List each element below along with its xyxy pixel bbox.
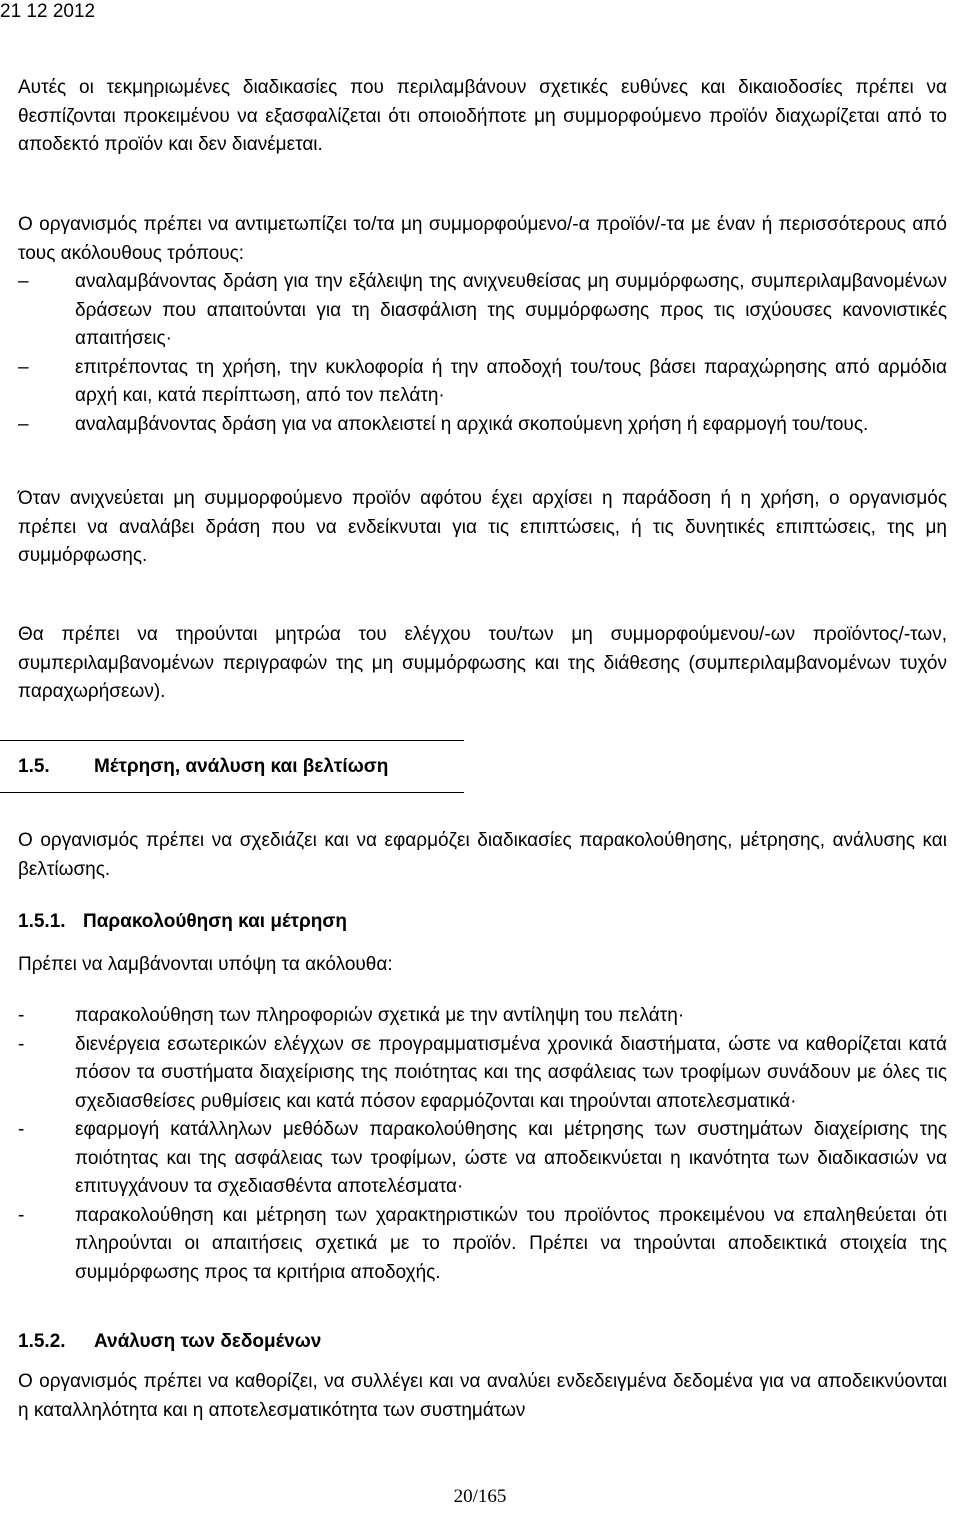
list-item-text: αναλαμβάνοντας δράση για να αποκλειστεί η αρχικά σκοπούμενη χρήση ή εφαρμογή του/τους. xyxy=(75,413,869,435)
list-item xyxy=(18,354,947,411)
hyphen-marker: - xyxy=(18,1005,25,1026)
hyphen-marker: - xyxy=(18,1033,25,1055)
dash-marker: – xyxy=(18,356,29,378)
dash-marker: – xyxy=(18,271,29,292)
list-item xyxy=(18,1202,947,1288)
paragraph-records: Θα πρέπει να τηρούνται μητρώα του ελέγχου του/των μη συμμορφούμενου/-ων προϊόντος/-των, συμπεριλαμβανομένων περιγραφών της μη συμμόρφωσης και της διάθεσης (συμπεριλαμβανομένων τυχόν παραχωρήσεων). xyxy=(18,624,947,702)
paragraph-detected-nonconformity: Όταν ανιχνεύεται μη συμμορφούμενο προϊόν αφότου έχει αρχίσει η παράδοση ή η χρήση, ο οργανισμός πρέπει να αναλάβει δράση που να ενδείκνυται για τις επιπτώσεις, ή τις δυνητικές επιπτώσεις, της μη συμμόρφωσης. xyxy=(18,488,947,566)
paragraph-procedures: Αυτές οι τεκμηριωμένες διαδικασίες που περιλαμβάνουν σχετικές ευθύνες και δικαιοδοσίες πρέπει να θεσπίζονται προκειμένου να εξασφαλίζεται ότι οποιοδήποτε μη συμμορφούμενο προϊόν διαχωρίζεται από το αποδεκτό προϊόν και δεν διανέμεται. xyxy=(18,77,947,155)
list-item xyxy=(18,1116,947,1202)
section-heading-1-5 xyxy=(18,753,388,781)
list-item-text: επιτρέποντας τη χρήση, την κυκλοφορία ή την αποδοχή του/τους βάσει παραχώρησης από αρμόδια αρχή και, κατά περίπτωση, από τον πελάτη· xyxy=(75,356,947,406)
hyphen-list xyxy=(18,1002,947,1287)
section-heading-1-5-1 xyxy=(18,908,347,936)
list-item xyxy=(18,1002,947,1031)
list-item xyxy=(18,268,947,354)
section-title: Ανάλυση των δεδομένων xyxy=(94,1331,322,1352)
list-item xyxy=(18,411,947,440)
dash-marker: – xyxy=(18,413,29,435)
paragraph-data-analysis: Ο οργανισμός πρέπει να καθορίζει, να συλλέγει και να αναλύει ενδεδειγμένα δεδομένα για να αποδεικνύονται η καταλληλότητα και η αποτελεσματικότητα των συστημάτων xyxy=(18,1371,947,1421)
list-item-text: διενέργεια εσωτερικών ελέγχων σε προγραμματισμένα χρονικά διαστήματα, ώστε να καθορίζεται κατά πόσον τα συστήματα διαχείρισης της ποιότητας και της ασφάλειας των τροφίμων συνάδουν με όλες τις σχεδιασθείσες ρυθμίσεις και κατά πόσον εφαρμόζονται και τηρούνται αποτελεσματικά· xyxy=(75,1033,947,1112)
dash-list xyxy=(18,268,947,439)
document-date: 21 12 2012 xyxy=(0,1,96,22)
list-item-text: παρακολούθηση των πληροφοριών σχετικά με την αντίληψη του πελάτη· xyxy=(75,1005,685,1026)
section-title: Μέτρηση, ανάλυση και βελτίωση xyxy=(94,756,389,777)
hyphen-marker: - xyxy=(18,1204,25,1226)
paragraph-handling-ways: Ο οργανισμός πρέπει να αντιμετωπίζει το/τα μη συμμορφούμενο/-α προϊόν/-τα με έναν ή περισσότερους από τους ακόλουθους τρόπους: xyxy=(18,214,947,264)
list-item-text: εφαρμογή κατάλληλων μεθόδων παρακολούθησης και μέτρησης των συστημάτων διαχείρισης της ποιότητας και της ασφάλειας των τροφίμων, ώστε να αποδεικνύεται η ικανότητα των διαδικασιών να επιτυγχάνουν τα σχεδιασθέντα αποτελέσματα· xyxy=(75,1119,947,1197)
list-item xyxy=(18,1031,947,1117)
section-number: 1.5. xyxy=(18,756,50,777)
paragraph-considerations: Πρέπει να λαμβάνονται υπόψη τα ακόλουθα: xyxy=(18,954,393,975)
list-item-text: παρακολούθηση και μέτρηση των χαρακτηριστικών του προϊόντος προκειμένου να επαληθεύεται ότι πληρούνται οι απαιτήσεις σχετικά με το προϊόν. Πρέπει να τηρούνται αποδεικτικά στοιχεία της συμμόρφωσης προς τα κριτήρια αποδοχής. xyxy=(75,1204,947,1283)
section-number: 1.5.1. xyxy=(18,911,66,932)
list-item-text: αναλαμβάνοντας δράση για την εξάλειψη της ανιχνευθείσας μη συμμόρφωσης, συμπεριλαμβανομένων δράσεων που απαιτούνται για τη διασφάλιση της συμμόρφωσης προς τις ισχύουσες κανονιστικές απαιτήσεις· xyxy=(75,271,947,349)
section-title: Παρακολούθηση και μέτρηση xyxy=(83,911,348,932)
paragraph-monitoring-intro: Ο οργανισμός πρέπει να σχεδιάζει και να εφαρμόζει διαδικασίες παρακολούθησης, μέτρησης, ανάλυσης και βελτίωσης. xyxy=(18,830,947,880)
section-heading-1-5-2 xyxy=(18,1328,321,1356)
section-number: 1.5.2. xyxy=(18,1331,66,1352)
page-number: 20/165 xyxy=(453,1486,507,1507)
hyphen-marker: - xyxy=(18,1119,25,1140)
